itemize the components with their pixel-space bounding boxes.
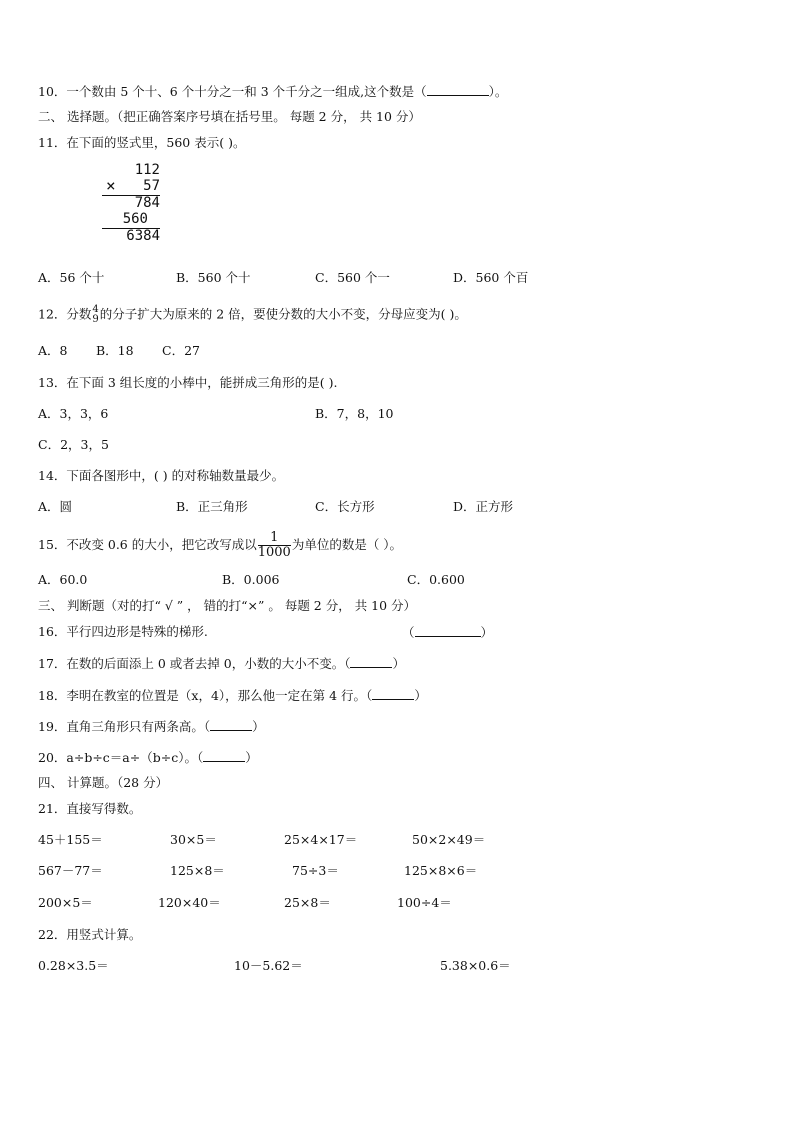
question-10-end: ）。 — [488, 84, 508, 99]
section-2-heading: 二、 选择题。（把正确答案序号填在括号里。 每题 2 分， 共 10 分） — [38, 109, 421, 124]
bracket-close: ） — [414, 688, 427, 703]
question-19 — [38, 718, 265, 735]
option-a[interactable]: A．56 个十 — [38, 270, 105, 285]
question-22-text: 22．用竖式计算。 — [38, 927, 142, 942]
fraction — [258, 531, 291, 560]
option-a[interactable]: A．8 — [38, 343, 68, 358]
question-14-text: 14．下面各图形中，( ) 的对称轴数量最少。 — [38, 468, 285, 483]
question-17-text: 17．在数的后面添上 0 或者去掉 0，小数的大小不变。（ — [38, 656, 351, 671]
question-16-text: 16．平行四边形是特殊的梯形. — [38, 624, 208, 639]
calc-item: 10－5.62＝ — [234, 958, 303, 973]
vertical-row-2: 57 — [143, 178, 160, 194]
option-c[interactable]: C．560 个一 — [315, 270, 390, 285]
answer-blank[interactable] — [415, 624, 481, 637]
calc-item: 75÷3＝ — [292, 863, 339, 878]
section-4-heading: 四、 计算题。（28 分） — [38, 775, 169, 790]
option-c[interactable]: C．0.600 — [407, 572, 465, 587]
section-3-heading: 三、 判断题（对的打“ √ ” ， 错的打“×” 。 每题 2 分， 共 10 分） — [38, 598, 417, 613]
fraction — [92, 305, 98, 325]
question-17 — [38, 655, 405, 672]
question-18 — [38, 687, 427, 704]
option-b[interactable]: B．0.006 — [222, 572, 280, 587]
option-c[interactable]: C．长方形 — [315, 499, 375, 514]
calc-item: 567－77＝ — [38, 863, 103, 878]
calc-item: 125×8＝ — [170, 863, 225, 878]
question-12-suffix: 的分子扩大为原来的 2 倍，要使分数的大小不变，分母应变为( )。 — [99, 306, 467, 322]
answer-blank[interactable] — [372, 687, 414, 700]
option-b[interactable]: B．560 个十 — [176, 270, 251, 285]
question-19-text: 19．直角三角形只有两条高。（ — [38, 719, 211, 734]
question-15 — [38, 528, 402, 562]
question-10 — [38, 83, 507, 100]
vertical-row-3: 784 — [134, 195, 160, 211]
question-18-text: 18．李明在教室的位置是（x，4），那么他一定在第 4 行。（ — [38, 688, 373, 703]
option-d[interactable]: D．正方形 — [453, 499, 514, 514]
vertical-row-1: 112 — [134, 162, 160, 178]
question-12 — [38, 305, 467, 325]
question-10-text: 10．一个数由 5 个十、6 个十分之一和 3 个千分之一组成,这个数是（ — [38, 84, 427, 99]
option-c[interactable]: C．27 — [162, 343, 200, 358]
fraction-numerator: 4 — [92, 304, 99, 315]
question-15-suffix: 为单位的数是（ ）。 — [291, 537, 403, 552]
bracket-open: （ — [402, 625, 415, 640]
option-d[interactable]: D．560 个百 — [453, 270, 529, 285]
answer-blank[interactable] — [427, 83, 489, 96]
bracket-close: ） — [245, 750, 258, 765]
calc-item: 125×8×6＝ — [404, 863, 478, 878]
fraction-denominator: 9 — [92, 314, 99, 325]
question-11-text: 11．在下面的竖式里，560 表示( )。 — [38, 135, 246, 150]
fraction-denominator: 1000 — [257, 545, 291, 560]
calc-item: 100÷4＝ — [397, 895, 452, 910]
option-c[interactable]: C．2，3，5 — [38, 437, 109, 452]
calc-item: 25×8＝ — [284, 895, 331, 910]
answer-blank[interactable] — [210, 718, 252, 731]
calc-item: 0.28×3.5＝ — [38, 958, 109, 973]
question-20 — [38, 749, 258, 766]
calc-item: 200×5＝ — [38, 895, 93, 910]
calc-item: 30×5＝ — [170, 832, 217, 847]
question-15-prefix: 15．不改变 0.6 的大小，把它改写成以 — [38, 537, 257, 552]
calc-item: 45＋155＝ — [38, 832, 103, 847]
option-a[interactable]: A．圆 — [38, 499, 73, 514]
vertical-row-5: 6384 — [126, 228, 160, 244]
calc-item: 5.38×0.6＝ — [440, 958, 511, 973]
question-12-prefix: 12．分数 — [38, 306, 92, 322]
times-sign: × — [106, 176, 116, 195]
fraction-numerator: 1 — [258, 531, 291, 546]
vertical-row-4: 560 — [122, 211, 148, 227]
question-21-text: 21．直接写得数。 — [38, 801, 142, 816]
answer-blank[interactable] — [350, 655, 392, 668]
option-b[interactable]: B．正三角形 — [176, 499, 248, 514]
calc-item: 25×4×17＝ — [284, 832, 358, 847]
option-b[interactable]: B．18 — [96, 343, 134, 358]
option-a[interactable]: A．3，3，6 — [38, 406, 109, 421]
option-b[interactable]: B．7，8，10 — [315, 406, 394, 421]
calc-item: 50×2×49＝ — [412, 832, 486, 847]
vertical-multiplication — [100, 162, 170, 248]
bracket-close: ） — [392, 656, 405, 671]
answer-bracket — [402, 624, 493, 641]
answer-blank[interactable] — [203, 749, 245, 762]
calc-item: 120×40＝ — [158, 895, 221, 910]
question-13-text: 13．在下面 3 组长度的小棒中，能拼成三角形的是( ). — [38, 375, 338, 390]
bracket-close: ） — [480, 625, 494, 640]
question-20-text: 20．a÷b÷c＝a÷（b÷c）。（ — [38, 750, 204, 765]
bracket-close: ） — [252, 719, 265, 734]
option-a[interactable]: A．60.0 — [38, 572, 88, 587]
